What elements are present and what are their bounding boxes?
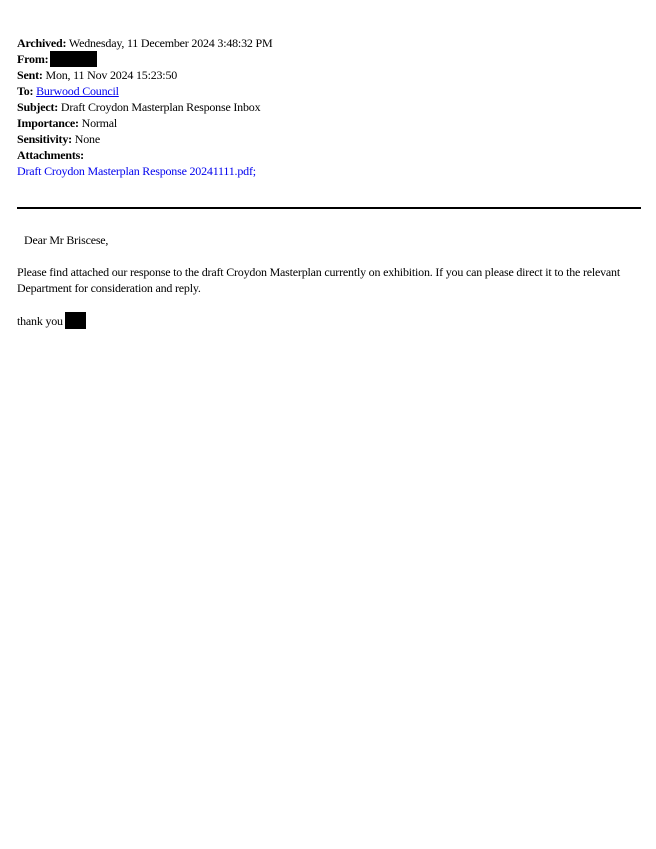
from-redaction	[50, 51, 97, 67]
sensitivity-label: Sensitivity:	[17, 132, 72, 146]
sensitivity-row	[17, 131, 637, 147]
attachments-label: Attachments:	[17, 148, 84, 162]
email-header	[17, 35, 637, 179]
to-row	[17, 83, 637, 99]
from-row	[17, 51, 637, 67]
attachment-link[interactable]: Draft Croydon Masterplan Response 20241111.pdf	[17, 164, 253, 178]
importance-label: Importance:	[17, 116, 79, 130]
sent-value: Mon, 11 Nov 2024 15:23:50	[45, 68, 178, 82]
message-paragraph: Please find attached our response to the draft Croydon Masterplan currently on exhibition. If you can please direct it to the relevant Department for consideration and reply.	[17, 265, 620, 295]
signoff-text: thank you	[17, 314, 63, 328]
subject-label: Subject:	[17, 100, 59, 114]
archived-value: Wednesday, 11 December 2024 3:48:32 PM	[68, 36, 273, 50]
to-recipient-link[interactable]: Burwood Council	[36, 84, 119, 98]
archived-label: Archived:	[17, 36, 67, 50]
attachment-separator: ;	[252, 164, 256, 178]
importance-value: Normal	[81, 116, 118, 130]
from-label: From:	[17, 52, 49, 66]
attachment-item	[17, 163, 637, 179]
to-label: To:	[17, 84, 34, 98]
signoff	[17, 312, 627, 329]
attachments-row	[17, 147, 637, 163]
subject-row	[17, 99, 637, 115]
greeting: Dear Mr Briscese,	[24, 233, 109, 247]
sent-label: Sent:	[17, 68, 43, 82]
header-divider	[17, 207, 641, 209]
archived-row	[17, 35, 637, 51]
importance-row	[17, 115, 637, 131]
subject-value: Draft Croydon Masterplan Response Inbox	[60, 100, 261, 114]
sent-row	[17, 67, 637, 83]
sensitivity-value: None	[74, 132, 100, 146]
signature-redaction	[65, 312, 86, 329]
